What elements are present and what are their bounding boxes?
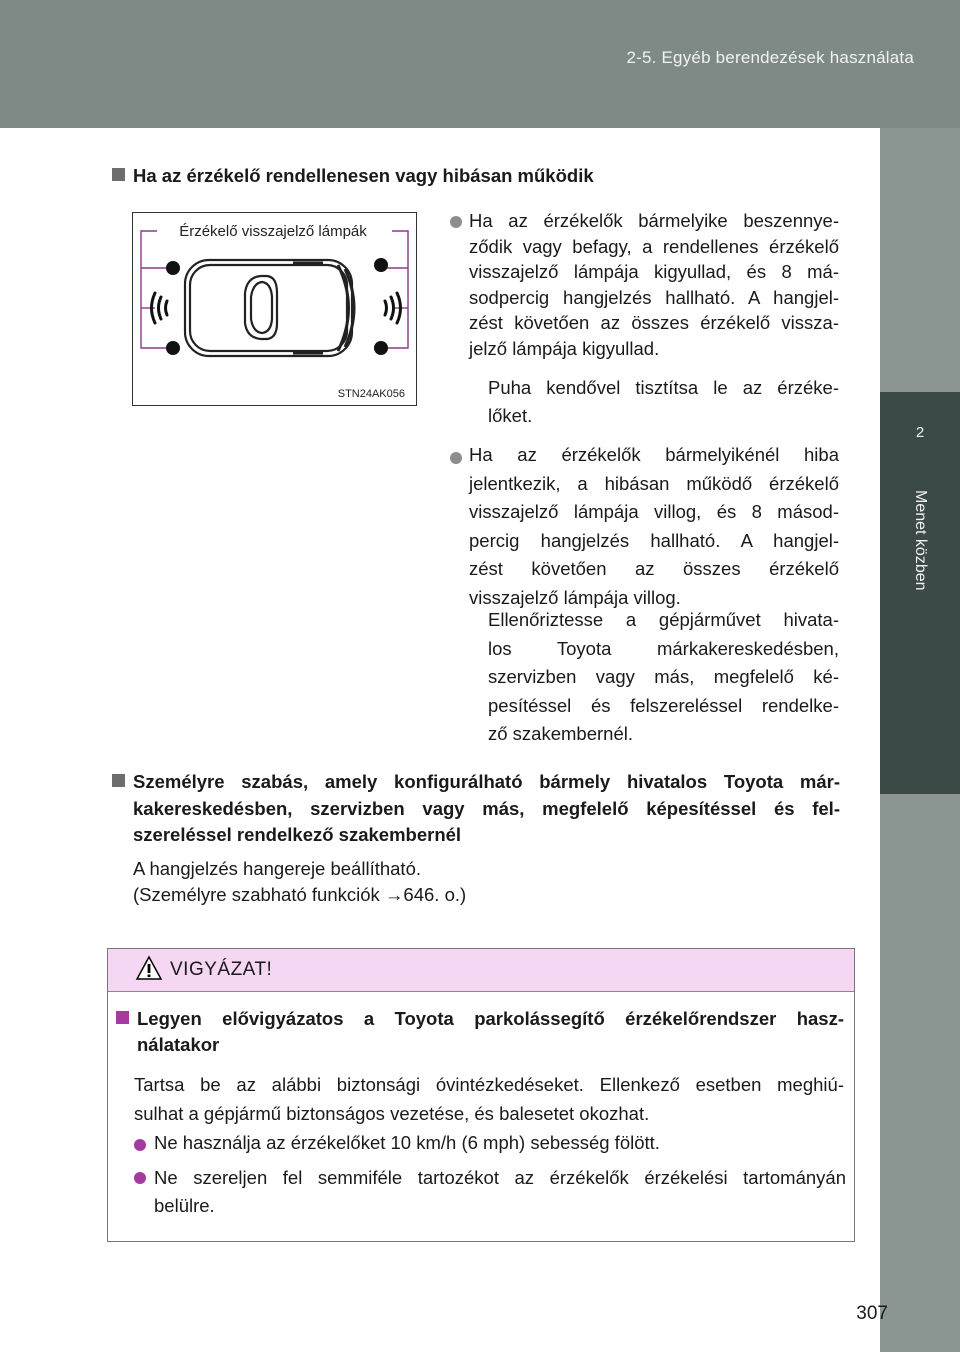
note-clean-sensors: Puha kendővel tisztítsa le az érzéke- lőket. <box>488 377 839 426</box>
warning-body: Tartsa be az alábbi biztonsági óvintézkedéseket. Ellenkező esetben meghiú- sulhat a gépjármű biztonságos vezetése, és balesetet okozhat. <box>134 1074 844 1124</box>
warning-header <box>108 949 854 992</box>
chapter-number: 2 <box>915 424 925 441</box>
bullet-text-sensor-fault: Ha az érzékelők bármelyikénél hiba jelentkezik, a hibásan működő érzékelő visszajelző lámpája villog, és 8 másod- percig hangjelzés hallható. A hangjel- zést követően az összes érzékelő visszajelző lámpája villog. <box>469 444 839 608</box>
figure-label: Érzékelő visszajelző lámpák <box>179 223 367 240</box>
page-header-bar <box>0 0 960 128</box>
note-dealer-check: Ellenőriztesse a gépjárművet hivata- los Toyota márkakereskedésben, szervizben vagy más, megfelelő ké- pesítéssel és felszereléssel rendelke- ző szakembernél. <box>488 609 839 745</box>
square-bullet-icon <box>112 774 125 787</box>
car-sensor-diagram <box>133 213 416 405</box>
chapter-title: Menet közben <box>912 490 929 591</box>
warning-heading: VIGYÁZAT! <box>170 959 273 980</box>
round-bullet-icon <box>450 216 462 228</box>
warning-title: Legyen elővigyázatos a Toyota parkolássegítő érzékelőrendszer hasz- nálatakor <box>116 1006 844 1058</box>
sensor-indicator-figure <box>132 212 417 406</box>
figure-code: STN24AK056 <box>337 388 405 400</box>
page-number: 307 <box>856 1303 888 1324</box>
warning-triangle-icon <box>135 955 163 981</box>
customization-body: A hangjelzés hangereje beállítható. (Személyre szabható funkciók →646. o.) <box>133 858 467 905</box>
warning-bullet-accessories: Ne szereljen fel semmiféle tartozékot az érzékelők érzékelési tartományán belülre. <box>154 1167 846 1216</box>
section-title-customization: Személyre szabás, amely konfigurálható bármely hivatalos Toyota már- kakereskedésben, szervizben vagy más, megfelelő képesítéssel és fel- szereléssel rendelkező szakembernél <box>112 769 840 849</box>
chapter-side-tab <box>880 128 960 1352</box>
warning-bullet-speed: Ne használja az érzékelőket 10 km/h (6 mph) sebesség fölött. <box>154 1132 660 1153</box>
bullet-text-dirty-sensor: Ha az érzékelők bármelyike beszennye- ződik vagy befagy, a rendellenes érzékelő visszajelző lámpája kigyullad, és 8 má- sodpercig hangjelzés hallható. A hangjel- zést követően az összes érzékelő vissza- jelző lámpája kigyullad. <box>469 210 839 359</box>
round-bullet-icon <box>450 452 462 464</box>
square-bullet-icon <box>112 168 125 181</box>
section-title-malfunction: Ha az érzékelő rendellenesen vagy hibásan működik <box>112 165 594 187</box>
square-bullet-icon <box>116 1011 129 1024</box>
round-bullet-icon <box>134 1172 146 1184</box>
section-header: 2-5. Egyéb berendezések használata <box>626 48 914 67</box>
warning-box <box>107 948 855 1242</box>
round-bullet-icon <box>134 1139 146 1151</box>
